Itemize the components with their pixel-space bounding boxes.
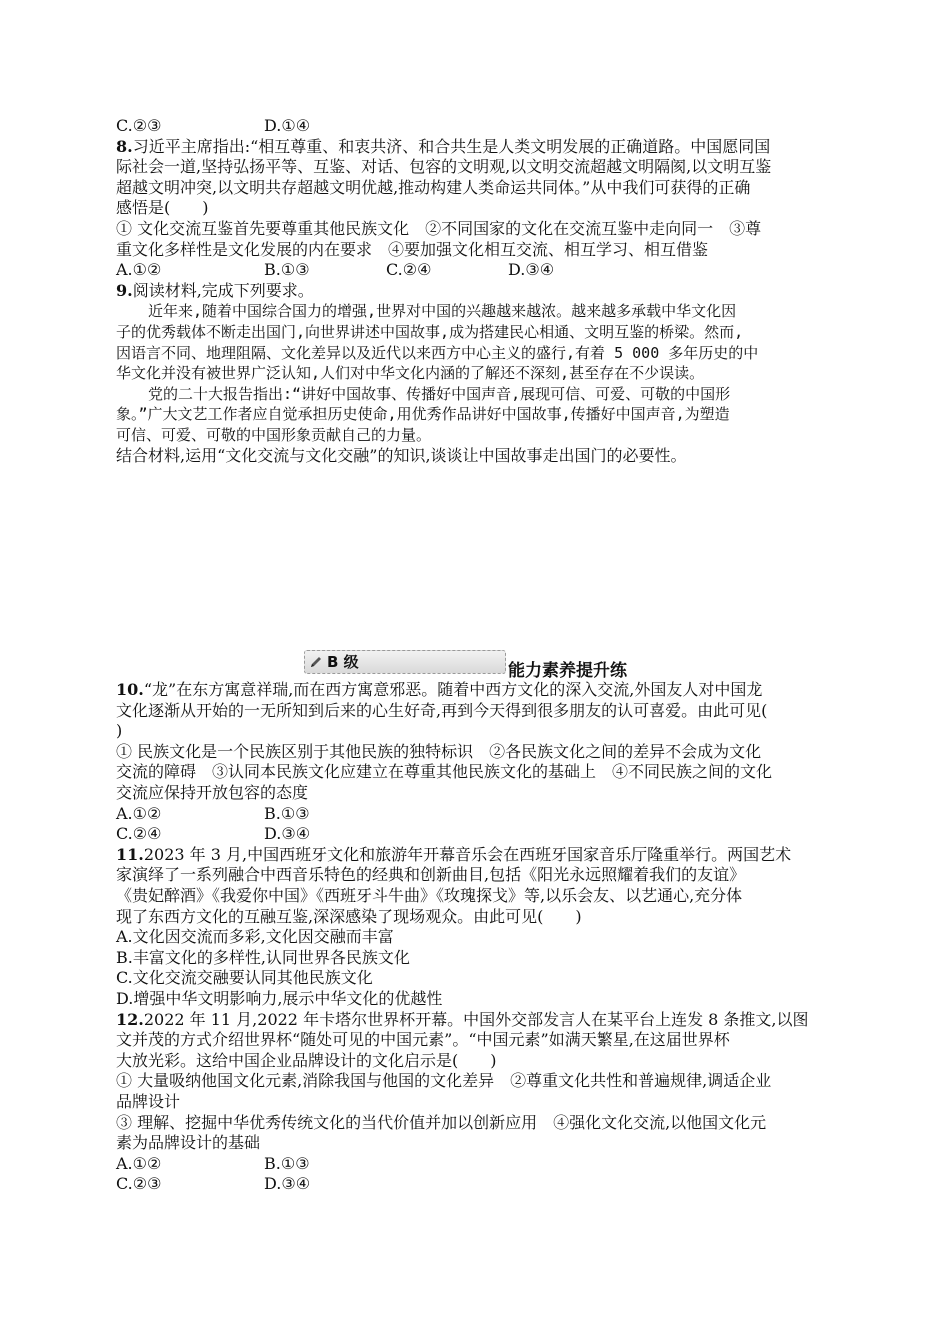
q7-option-c[interactable]: C.②③ (116, 116, 162, 135)
q9-material-line: 因语言不同、地理阻隔、文化差异以及近代以来西方中心主义的盛行,有着 5 000 多年历史的中 (116, 343, 759, 362)
worksheet-page (116, 116, 836, 1195)
q11-stem-line: 2023 年 3 月,中国西班牙文化和旅游年开幕音乐会在西班牙国家音乐厅隆重举行。两国艺术 (143, 844, 792, 864)
q12-statement-line: 品牌设计 (116, 1091, 181, 1111)
question-10 (116, 680, 836, 845)
q8-option-c[interactable]: C.②④ (386, 260, 432, 280)
q8-stem-line: 感悟是( ) (116, 198, 209, 218)
q9-material-line: 子的优秀载体不断走出国门,向世界讲述中国故事,成为搭建民心相通、文明互鉴的桥梁。然而, (116, 322, 744, 341)
q8-stem-line: 超越文明冲突,以文明共存超越文明优越,推动构建人类命运共同体。”从中我们可获得的正确 (116, 177, 751, 197)
q11-option-a[interactable]: A.文化因交流而多彩,文化因交融而丰富 (116, 927, 394, 947)
q10-stem-line: “龙”在东方寓意祥瑞,而在西方寓意邪恶。随着中西方文化的深入交流,外国友人对中国龙 (143, 680, 763, 700)
q8-statement-line: ① 文化交流互鉴首先要尊重其他民族文化 ②不同国家的文化在交流互鉴中走向同一 ③尊 (116, 218, 762, 238)
q11-option-d[interactable]: D.增强中华文明影响力,展示中华文化的优越性 (116, 989, 443, 1008)
question-9 (116, 281, 836, 642)
q8-option-b[interactable]: B.①③ (264, 260, 310, 280)
section-header (116, 650, 836, 680)
q9-material-line: 可信、可爱、可敬的中国形象贡献自己的力量。 (116, 425, 432, 444)
q12-stem-line: 文并茂的方式介绍世界杯“随处可见的中国元素”。“中国元素”如满天繁星,在这届世界杯 (116, 1030, 730, 1050)
q9-answer-area[interactable] (116, 466, 836, 642)
q10-option-b[interactable]: B.①③ (264, 803, 310, 823)
q12-option-d[interactable]: D.③④ (264, 1174, 311, 1194)
q12-number: 12. (116, 1009, 144, 1029)
pencil-icon (309, 655, 323, 669)
q12-option-c[interactable]: C.②③ (116, 1174, 162, 1194)
q11-stem-line: 现了东西方文化的互融互鉴,深深感染了现场观众。由此可见( ) (116, 906, 582, 926)
q8-statement-line: 重文化多样性是文化发展的内在要求 ④要加强文化相互交流、相互学习、相互借鉴 (116, 239, 709, 259)
question-11 (116, 845, 836, 1010)
q9-intro: 阅读材料,完成下列要求。 (132, 280, 314, 300)
q9-number: 9. (116, 280, 133, 300)
question-12 (116, 1010, 836, 1195)
q10-option-a[interactable]: A.①② (116, 803, 162, 823)
question-8 (116, 137, 836, 281)
q12-statement-line: ① 大量吸纳他国文化元素,消除我国与他国的文化差异 ②尊重文化共性和普遍规律,调适企业 (116, 1071, 772, 1091)
q10-stem-line: 文化逐渐从开始的一无所知到后来的心生好奇,再到今天得到很多朋友的认可喜爱。由此可见( (116, 700, 768, 720)
q12-stem-line: 2022 年 11 月,2022 年卡塔尔世界杯开幕。中国外交部发言人在某平台上连发 8 条推文,以图 (143, 1009, 809, 1029)
q12-option-b[interactable]: B.①③ (264, 1153, 310, 1173)
q11-number: 11. (116, 844, 144, 864)
q9-material-line: 近年来,随着中国综合国力的增强,世界对中国的兴趣越来越浓。越来越多承载中华文化因 (148, 302, 737, 321)
q8-stem-line: 际社会一道,坚持弘扬平等、互鉴、对话、包容的文明观,以文明交流超越文明隔阂,以文明互鉴 (116, 157, 772, 177)
q9-task: 结合材料,运用“文化交流与文化交融”的知识,谈谈让中国故事走出国门的必要性。 (116, 445, 687, 465)
q10-statement-line: 交流应保持开放包容的态度 (116, 783, 309, 803)
level-label: B 级 (327, 653, 359, 672)
q10-options-row-1 (116, 804, 836, 825)
q8-stem-line: 习近平主席指出:“相互尊重、和衷共济、和合共生是人类文明发展的正确道路。中国愿同国 (132, 136, 771, 156)
q9-material-line: 华文化并没有被世界广泛认知,人们对中华文化内涵的了解还不深刻,甚至存在不少误读。 (116, 364, 705, 383)
section-title: 能力素养提升练 (508, 661, 627, 682)
q10-option-c[interactable]: C.②④ (116, 824, 162, 844)
q11-option-b[interactable]: B.丰富文化的多样性,认同世界各民族文化 (116, 947, 410, 967)
q11-stem-line: 家演绎了一系列融合中西音乐特色的经典和创新曲目,包括《阳光永远照耀着我们的友谊》 (116, 865, 746, 885)
q9-material-line: 象。”广大文艺工作者应自觉承担历史使命,用优秀作品讲好中国故事,传播好中国声音,为塑造 (116, 405, 730, 424)
q11-stem-line: 《贵妃醉酒》《我爱你中国》《西班牙斗牛曲》《玫瑰探戈》等,以乐会友、以艺通心,充分体 (116, 886, 743, 906)
q8-options (116, 260, 836, 281)
level-badge (304, 650, 506, 674)
q10-options-row-2 (116, 824, 836, 845)
q10-stem-line: ) (116, 721, 123, 741)
q8-option-d[interactable]: D.③④ (508, 260, 555, 280)
q11-option-c[interactable]: C.文化交流交融要认同其他民族文化 (116, 968, 373, 988)
q12-statement-line: 素为品牌设计的基础 (116, 1133, 261, 1153)
q10-statement-line: 交流的障碍 ③认同本民族文化应建立在尊重其他民族文化的基础上 ④不同民族之间的文化 (116, 762, 773, 782)
q8-number: 8. (116, 136, 133, 156)
q12-options-row-2 (116, 1174, 836, 1195)
q10-option-d[interactable]: D.③④ (264, 824, 311, 844)
q12-stem-line: 大放光彩。这给中国企业品牌设计的文化启示是( ) (116, 1050, 497, 1070)
q7-option-d[interactable]: D.①④ (264, 116, 311, 135)
q8-option-a[interactable]: A.①② (116, 260, 162, 280)
q12-statement-line: ③ 理解、挖掘中华优秀传统文化的当代价值并加以创新应用 ④强化文化交流,以他国文化元 (116, 1112, 767, 1132)
q10-statement-line: ① 民族文化是一个民族区别于其他民族的独特标识 ②各民族文化之间的差异不会成为文化 (116, 741, 762, 761)
q10-number: 10. (116, 680, 144, 700)
q7-options (116, 116, 836, 137)
q12-options-row-1 (116, 1154, 836, 1175)
q12-option-a[interactable]: A.①② (116, 1153, 162, 1173)
q9-material-line: 党的二十大报告指出:“讲好中国故事、传播好中国声音,展现可信、可爱、可敬的中国形 (148, 384, 731, 403)
